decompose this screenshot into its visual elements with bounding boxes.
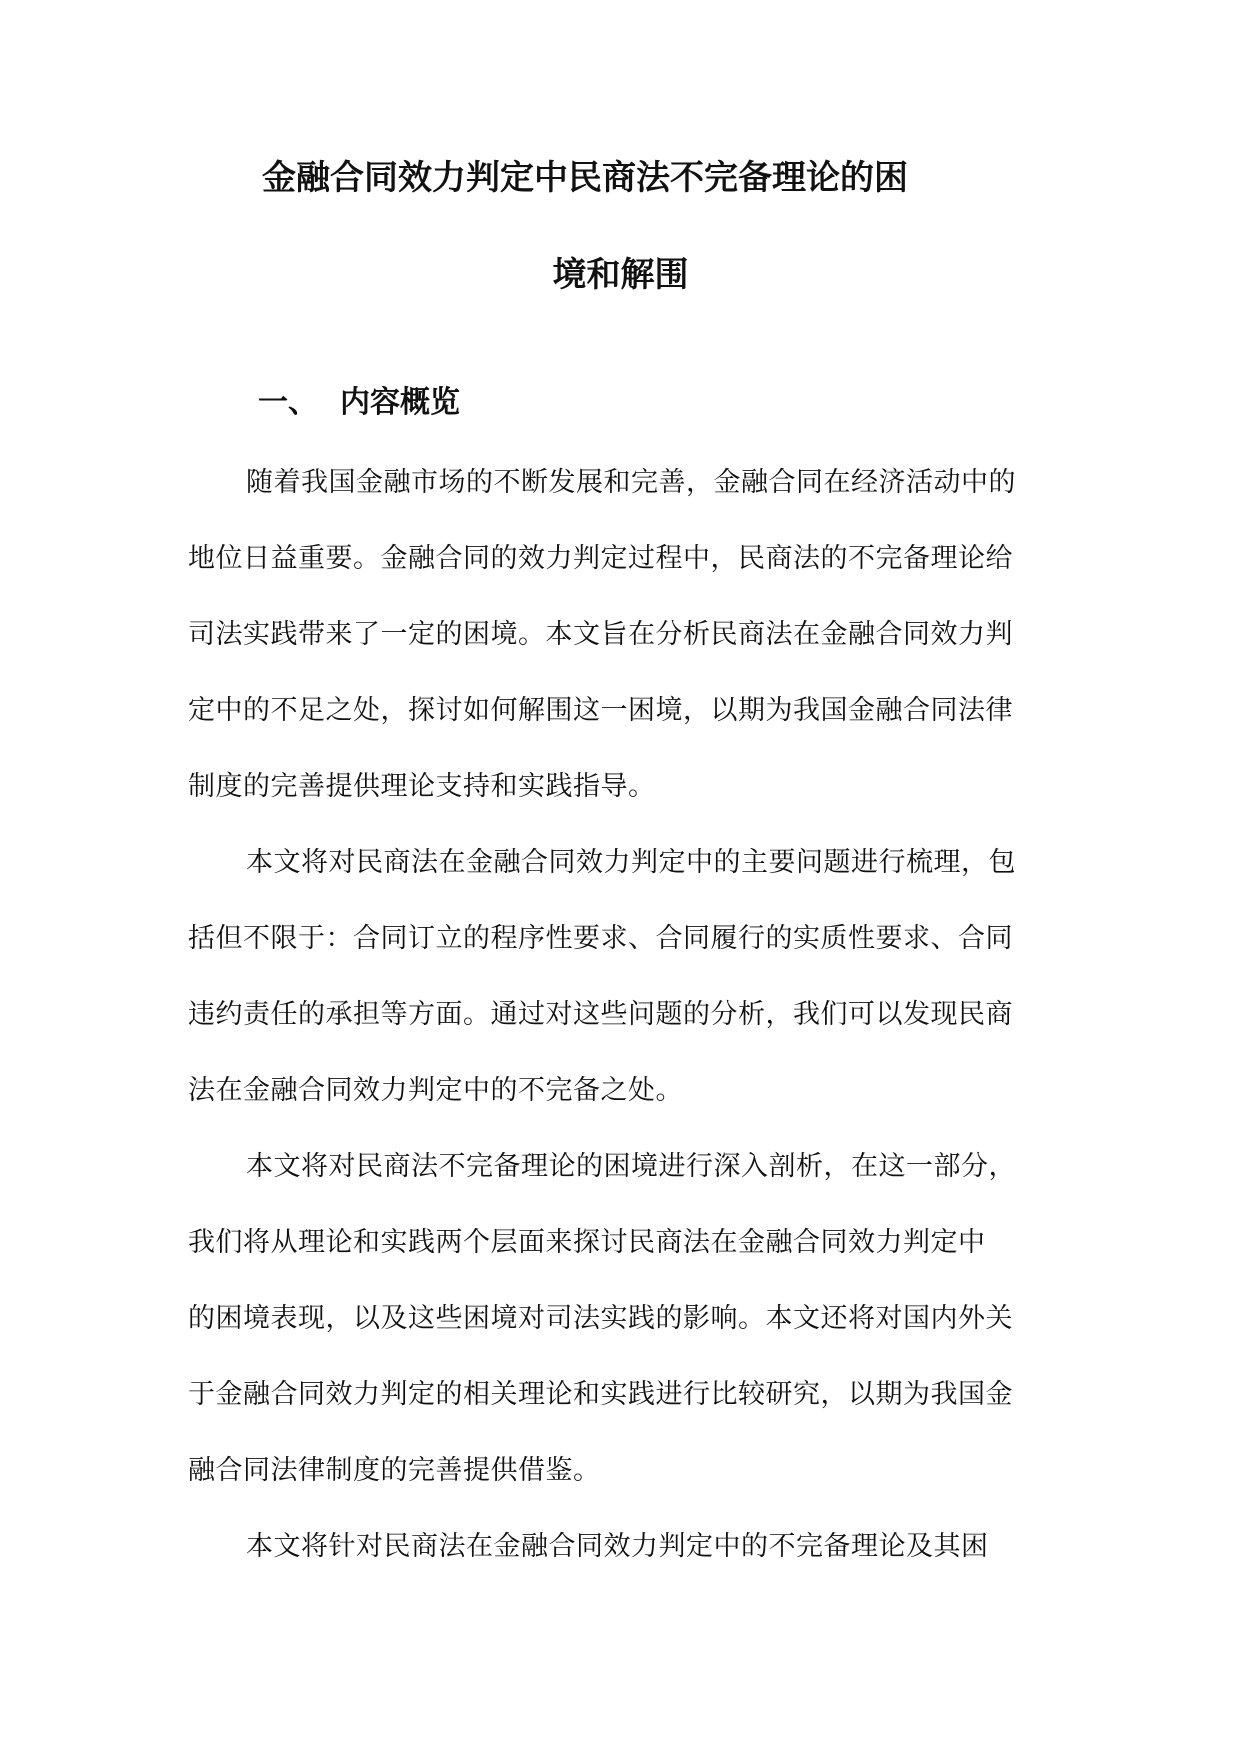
paragraph-line: 地位日益重要。金融合同的效力判定过程中，民商法的不完备理论给 (188, 543, 1013, 574)
paragraph-line: 于金融合同效力判定的相关理论和实践进行比较研究，以期为我国金 (188, 1379, 1013, 1410)
section-heading (258, 384, 460, 422)
document-title-line-1: 金融合同效力判定中民商法不完备理论的困 (262, 158, 908, 198)
paragraph-line: 本文将对民商法不完备理论的困境进行深入剖析，在这一部分， (246, 1151, 1016, 1182)
paragraph-line: 的困境表现，以及这些困境对司法实践的影响。本文还将对国内外关 (188, 1303, 1013, 1334)
paragraph-line: 融合同法律制度的完善提供借鉴。 (188, 1455, 601, 1486)
paragraph-line: 随着我国金融市场的不断发展和完善，金融合同在经济活动中的 (246, 467, 1016, 498)
section-number: 一、 (258, 385, 318, 420)
paragraph-line: 本文将针对民商法在金融合同效力判定中的不完备理论及其困 (246, 1531, 989, 1562)
paragraph-line: 本文将对民商法在金融合同效力判定中的主要问题进行梳理，包 (246, 847, 1016, 878)
section-title: 内容概览 (340, 385, 460, 420)
paragraph-line: 我们将从理论和实践两个层面来探讨民商法在金融合同效力判定中 (188, 1227, 986, 1258)
document-title-line-2: 境和解围 (552, 255, 689, 295)
paragraph-line: 制度的完善提供理论支持和实践指导。 (188, 771, 656, 802)
paragraph-line: 司法实践带来了一定的困境。本文旨在分析民商法在金融合同效力判 (188, 619, 1013, 650)
paragraph-line: 违约责任的承担等方面。通过对这些问题的分析，我们可以发现民商 (188, 999, 1013, 1030)
paragraph-line: 定中的不足之处，探讨如何解围这一困境，以期为我国金融合同法律 (188, 695, 1013, 726)
paragraph-line: 法在金融合同效力判定中的不完备之处。 (188, 1075, 683, 1106)
paragraph-line: 括但不限于：合同订立的程序性要求、合同履行的实质性要求、合同 (188, 923, 1013, 954)
